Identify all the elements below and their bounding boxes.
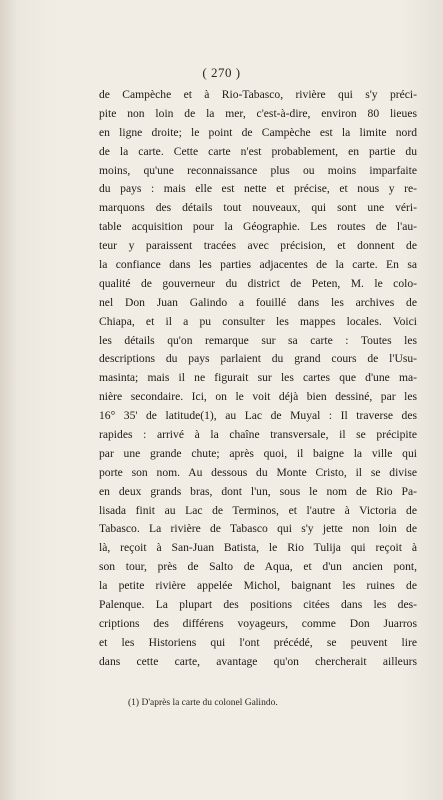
text-line: nière secondaire. Ici, on le voit déjà bien dessiné, par les [99,390,417,404]
text-line: la petite rivière appelée Michol, baignant les ruines de [99,579,417,593]
text-line: dans cette carte, avantage qu'on chercherait ailleurs [99,654,417,668]
text-line: teur y paraissent tracées avec précision, et donnent de [99,239,417,253]
text-line: marquons des détails tout nouveaux, qui sont une véri- [99,201,417,215]
text-line: lisada finit au Lac de Terminos, et l'autre à Victoria de [99,503,417,517]
text-line: par une grande chute; après quoi, il baigne la ville qui [99,446,417,460]
text-line: pite non loin de la mer, c'est-à-dire, environ 80 lieues [99,106,417,120]
text-line: là, reçoit à San-Juan Batista, le Rio Tulija qui reçoit à [99,541,417,555]
body-text [99,86,417,672]
text-line: qualité de gouverneur du district de Peten, M. le colo- [99,276,417,290]
text-line: moins, qu'une reconnaissance plus ou moins imparfaite [99,163,417,177]
text-line: en deux grands bras, dont l'un, sous le nom de Rio Pa- [99,484,417,498]
page-number: ( 270 ) [202,65,241,80]
text-line: de Campèche et à Rio-Tabasco, rivière qui s'y préci- [99,88,417,101]
text-line: criptions des différens voyageurs, comme Don Juarros [99,616,417,630]
text-line: 16° 35' de latitude(1), au Lac de Muyal : Il traverse des [99,409,417,423]
text-line: du pays : mais elle est nette et précise, et nous y re- [99,182,417,196]
text-line: rapides : arrivé à la chaîne transversale, il se précipite [99,428,417,442]
text-line: Tabasco. La rivière de Tabasco qui s'y jette non loin de [99,522,417,536]
text-line: descriptions du pays parlaient du grand cours de l'Usu- [99,352,417,366]
text-line: et les Historiens qui l'ont précédé, se peuvent lire [99,635,417,649]
text-line: son tour, près de Salto de Aqua, et d'un ancien pont, [99,560,417,574]
text-line: la confiance dans les parties adjacentes de la carte. En sa [99,258,417,272]
text-line: Palenque. La plupart des positions citées dans les des- [99,598,417,612]
text-line: masinta; mais il ne figurait sur les cartes que d'une ma- [99,371,417,385]
text-line: porte son nom. Au dessous du Monte Cristo, il se divise [99,465,417,479]
text-line: les détails qu'on remarque sur sa carte : Toutes les [99,333,417,347]
footnote: (1) D'après la carte du colonel Galindo. [128,698,278,708]
text-line: en ligne droite; le point de Campèche est la limite nord [99,125,417,139]
text-line: de la carte. Cette carte n'est probablement, en partie du [99,144,417,158]
text-line: table acquisition pour la Géographie. Les routes de l'au- [99,220,417,234]
text-line: Chiapa, et il a pu consulter les mappes locales. Voici [99,314,417,328]
text-line: nel Don Juan Galindo a fouillé dans les archives de [99,295,417,309]
